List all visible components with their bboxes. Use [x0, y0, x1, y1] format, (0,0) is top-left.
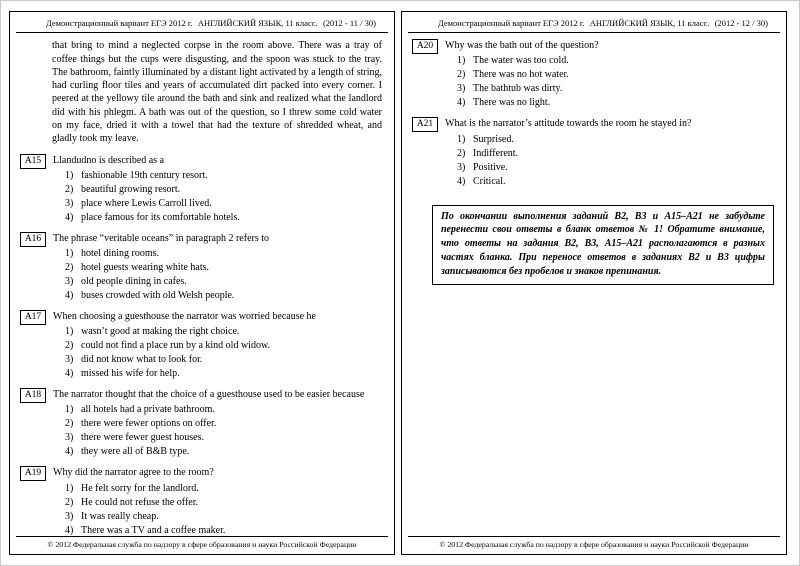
question-stem: The phrase “veritable oceans” in paragraph 2 refers to: [53, 232, 270, 244]
question-stem: Why was the bath out of the question?: [445, 40, 599, 52]
option-row: [53, 183, 382, 197]
option-row: [53, 524, 382, 536]
option-text: did not know what to look for.: [81, 354, 203, 366]
page-right: [401, 11, 787, 555]
option-number: 3): [457, 83, 466, 95]
option-row: [445, 161, 774, 175]
option-row: [445, 147, 774, 161]
option-number: 4): [65, 211, 74, 223]
option-text: place where Lewis Carroll lived.: [81, 197, 212, 209]
option-number: 4): [457, 175, 466, 187]
option-text: Indifferent.: [473, 147, 519, 159]
answer-transfer-notice: По окончании выполнения заданий В2, В3 и А15–А21 не забудьте перенести свои ответы в бланк ответов № 1! Обратите внимание, что ответы на задания В2, В3, А15–А21 располагаются в разных частях бланка. При переносе ответов в заданиях В2 и В3 цифры записываются без пробелов и знаков препинания.: [432, 205, 774, 285]
question-A21: [412, 117, 774, 188]
option-text: There was no light.: [473, 97, 551, 109]
option-text: He could not refuse the offer.: [81, 496, 198, 508]
option-text: There was a TV and a coffee maker.: [81, 524, 226, 536]
option-text: Critical.: [473, 175, 506, 187]
header-subject: АНГЛИЙСКИЙ ЯЗЫК, 11 класс.: [589, 18, 710, 28]
question-stem: Llandudno is described as a: [53, 154, 165, 166]
header-page-number: (2012 - 11 / 30): [322, 18, 376, 28]
lead-paragraph: that bring to mind a neglected corpse in the room above. There was a tray of coffee things but the cups were disgusting, and the spoon was stuck to the tray. The bathroom, faintly illuminated by a distant light activated by a length of string, had curling floor tiles and years of accumulated dirt packed into every corner. I peered at the yellowy tile around the bath and sink and realized what the landlord did with his phlegm. A bath was out of the question, so I threw some cold water on my face, dried it with a towel that had the texture of shredded wheat, and gladly took my leave.: [52, 40, 382, 145]
question-label: A21: [412, 117, 438, 132]
option-number: 1): [65, 169, 74, 181]
option-number: 3): [65, 354, 74, 366]
option-number: 2): [65, 496, 74, 508]
option-number: 4): [457, 97, 466, 109]
question-stem: What is the narrator’s attitude towards the room he stayed in?: [445, 118, 692, 130]
option-number: 1): [65, 326, 74, 338]
question-label: A18: [20, 388, 46, 403]
option-row: [53, 431, 382, 445]
header-title: Демонстрационный вариант ЕГЭ 2012 г.: [46, 18, 193, 28]
question-body: [53, 232, 382, 303]
option-row: [53, 482, 382, 496]
page-left: [9, 11, 395, 555]
option-text: The bathtub was dirty.: [473, 83, 563, 95]
question-A16: [20, 232, 382, 303]
option-row: [53, 197, 382, 211]
option-number: 1): [457, 133, 466, 145]
option-row: [53, 261, 382, 275]
question-stem: Why did the narrator agree to the room?: [53, 467, 214, 479]
page-header-right: [402, 12, 786, 32]
option-number: 4): [65, 446, 74, 458]
option-text: there were fewer options on offer.: [81, 418, 217, 430]
footer-text: © 2012 Федеральная служба по надзору в сфере образования и науки Российской Федерации: [439, 539, 749, 549]
option-number: 2): [457, 147, 466, 159]
question-body: [53, 388, 382, 459]
option-number: 1): [65, 404, 74, 416]
footer-text: © 2012 Федеральная служба по надзору в сфере образования и науки Российской Федерации: [47, 539, 357, 549]
question-stem: The narrator thought that the choice of a guesthouse used to be easier because: [53, 389, 365, 401]
option-number: 1): [65, 482, 74, 494]
page-header-left: [10, 12, 394, 32]
option-row: [53, 247, 382, 261]
option-number: 3): [65, 197, 74, 209]
option-row: [53, 211, 382, 225]
question-stem: When choosing a guesthouse the narrator was worried because he: [53, 310, 316, 322]
option-row: [53, 367, 382, 381]
option-text: fashionable 19th century resort.: [81, 169, 208, 181]
option-text: It was really cheap.: [81, 510, 159, 522]
option-text: buses crowded with old Welsh people.: [81, 289, 235, 301]
option-number: 2): [65, 340, 74, 352]
option-row: [445, 54, 774, 68]
option-row: [445, 68, 774, 82]
question-body: [53, 154, 382, 225]
option-text: hotel guests wearing white hats.: [81, 261, 210, 273]
option-number: 2): [65, 418, 74, 430]
option-number: 3): [457, 161, 466, 173]
question-label: A19: [20, 466, 46, 481]
option-number: 2): [65, 183, 74, 195]
option-text: missed his wife for help.: [81, 368, 180, 380]
option-text: He felt sorry for the landlord.: [81, 482, 199, 494]
option-row: [53, 510, 382, 524]
option-text: place famous for its comfortable hotels.: [81, 211, 240, 223]
option-number: 1): [65, 247, 74, 259]
option-row: [445, 175, 774, 189]
option-row: [53, 417, 382, 431]
option-row: [53, 445, 382, 459]
option-row: [53, 169, 382, 183]
page-footer-left: [16, 536, 388, 554]
option-number: 4): [65, 289, 74, 301]
option-number: 2): [65, 261, 74, 273]
question-A20: [412, 39, 774, 110]
option-text: hotel dining rooms.: [81, 247, 160, 259]
option-text: beautiful growing resort.: [81, 183, 181, 195]
question-body: [445, 39, 774, 110]
header-page-number: (2012 - 12 / 30): [714, 18, 768, 28]
option-number: 3): [65, 432, 74, 444]
question-A15: [20, 154, 382, 225]
header-subject: АНГЛИЙСКИЙ ЯЗЫК, 11 класс.: [197, 18, 318, 28]
page-body-left: [10, 33, 394, 536]
question-label: A16: [20, 232, 46, 247]
option-text: they were all of B&B type.: [81, 446, 190, 458]
option-text: Surprised.: [473, 133, 514, 145]
option-number: 4): [65, 524, 74, 536]
page-body-right: [402, 33, 786, 536]
question-label: A20: [412, 39, 438, 54]
option-text: all hotels had a private bathroom.: [81, 404, 215, 416]
option-row: [53, 325, 382, 339]
option-row: [53, 339, 382, 353]
question-body: [53, 466, 382, 535]
option-text: There was no hot water.: [473, 69, 569, 81]
option-text: could not find a place run by a kind old widow.: [81, 340, 271, 352]
option-number: 4): [65, 368, 74, 380]
option-text: The water was too cold.: [473, 55, 569, 67]
page-footer-right: [408, 536, 780, 554]
question-body: [53, 310, 382, 381]
option-row: [53, 403, 382, 417]
option-text: old people dining in cafes.: [81, 275, 187, 287]
option-row: [53, 289, 382, 303]
option-row: [53, 353, 382, 367]
option-number: 1): [457, 55, 466, 67]
option-number: 3): [65, 510, 74, 522]
option-text: wasn’t good at making the right choice.: [81, 326, 240, 338]
question-A18: [20, 388, 382, 459]
option-number: 2): [457, 69, 466, 81]
option-row: [445, 82, 774, 96]
option-row: [445, 133, 774, 147]
option-row: [445, 96, 774, 110]
option-text: there were fewer guest houses.: [81, 432, 205, 444]
option-row: [53, 275, 382, 289]
option-row: [53, 496, 382, 510]
question-label: A17: [20, 310, 46, 325]
header-title: Демонстрационный вариант ЕГЭ 2012 г.: [438, 18, 585, 28]
option-text: Positive.: [473, 161, 508, 173]
question-label: A15: [20, 154, 46, 169]
question-body: [445, 117, 774, 188]
question-A19: [20, 466, 382, 535]
option-number: 3): [65, 275, 74, 287]
question-A17: [20, 310, 382, 381]
